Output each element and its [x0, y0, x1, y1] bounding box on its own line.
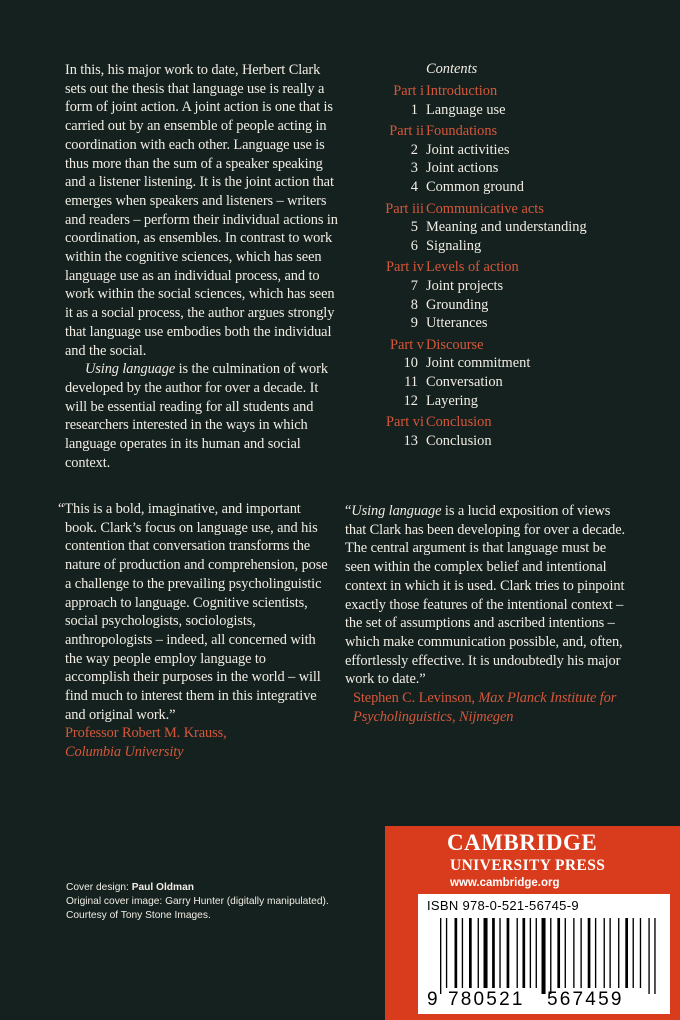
quote-affiliation: Columbia University: [65, 744, 184, 761]
cover-image-credit: Original cover image: Garry Hunter (digitally manipulated).: [66, 896, 329, 907]
barcode-bar: [522, 918, 525, 988]
barcode-bar: [462, 918, 463, 988]
barcode-bar: [484, 918, 488, 988]
book-title: Using language: [85, 361, 176, 378]
barcode-bar: [604, 918, 605, 988]
barcode-bar: [517, 918, 518, 988]
quote-attribution: [345, 689, 627, 726]
blurb-paragraph: In this, his major work to date, Herbert Clark sets out the thesis that language use is really a form of joint action. A joint action is one that is carried out by an ensemble of people acting in coordination with each other. Language use is thus more than the sum of a speaker speaking and a listener listening. It is the joint action that emerges when speakers and listeners – writers and readers – perform their individual actions in coordination, as ensembles. In contrast to work within the cognitive sciences, which has seen language use as an individual process, and to work within the social sciences, which has seen it as a social process, the author argues strongly that language use embodies both the individual and the social.: [65, 62, 338, 359]
barcode-digits-left: 780521: [448, 989, 525, 1010]
barcode-bar: [478, 918, 479, 988]
toc-part-label: Part ii: [389, 123, 424, 140]
toc-chapter-number: 2: [410, 141, 418, 158]
toc-part-label: Part iii: [385, 200, 424, 217]
toc-part-row: [370, 259, 670, 278]
quote-open-mark: “: [345, 503, 352, 519]
barcode-bar: [530, 918, 531, 988]
barcode-bar: [550, 918, 551, 994]
toc-chapter-row: [370, 315, 670, 334]
barcode-bar: [492, 918, 495, 988]
toc-chapter-number: 10: [403, 355, 418, 372]
barcode-bar: [557, 918, 560, 988]
quote-attribution: [58, 724, 328, 761]
blurb-paragraph-2: [65, 360, 343, 472]
barcode-label: [418, 894, 670, 1014]
toc-chapter-title: Layering: [426, 392, 478, 409]
toc-chapter-number: 7: [410, 278, 418, 294]
toc-chapter-number: 6: [410, 237, 418, 254]
barcode-bar: [648, 918, 649, 994]
toc-chapter-title: Signaling: [426, 237, 482, 254]
toc-chapter-number: 13: [403, 432, 418, 449]
toc-chapter-row: [370, 160, 670, 179]
barcode-bar: [618, 918, 619, 988]
barcode-bar: [609, 918, 610, 988]
quote-author: Stephen C. Levinson,: [353, 690, 479, 707]
toc-chapter-number: 4: [410, 179, 418, 195]
toc-chapter-number: 5: [410, 219, 418, 236]
blurb-paragraph-2-text: is the culmination of work developed by the author for over a decade. It will be essential reading for all students and researchers interested in the ways in which language operates in its human and social context.: [65, 361, 328, 471]
toc-chapter-title: Conclusion: [426, 432, 492, 449]
toc-chapter-row: [370, 238, 670, 257]
contents-heading: Contents: [426, 61, 478, 77]
barcode-bar: [625, 918, 628, 988]
credit-label: Cover design:: [66, 882, 132, 893]
toc-chapter-number: 8: [410, 296, 418, 313]
barcode-bar: [542, 918, 546, 994]
barcode-bar: [499, 918, 500, 988]
publisher-logo-name: CAMBRIDGE: [447, 830, 598, 855]
barcode-bar: [654, 918, 655, 994]
toc-chapter-row: [370, 219, 670, 238]
toc-part-title: Introduction: [426, 83, 498, 99]
quote-text: “This is a bold, imaginative, and important book. Clark’s focus on language use, and his contention that conversation transforms the nature of production and comprehension, pose a challenge to the prevailing psycholinguistic approach to language. Cognitive scientists, social psychologists, sociologists, anthropologists – indeed, all concerned with the way people employ language to accomplish their purposes in the world – will find much to interest them in this integrative and original work.”: [58, 501, 328, 723]
barcode-bar: [573, 918, 574, 988]
toc-chapter-title: Meaning and understanding: [426, 219, 587, 236]
barcode-bar: [588, 918, 591, 988]
toc-part-label: Part i: [393, 83, 424, 99]
cover-design-credit: [66, 881, 366, 895]
barcode-digit-prefix: 9: [427, 989, 438, 1010]
barcode-bar: [469, 918, 472, 988]
toc-part-title: Conclusion: [426, 414, 492, 431]
toc-chapter-row: [370, 374, 670, 393]
isbn-number: ISBN 978-0-521-56745-9: [427, 898, 579, 913]
cover-credits: [66, 881, 366, 923]
toc-chapter-title: Conversation: [426, 374, 503, 390]
publisher-panel: [385, 826, 680, 1020]
toc-part-row: [370, 123, 670, 142]
back-cover-blurb: [65, 61, 343, 472]
toc-chapter-title: Language use: [426, 101, 506, 118]
toc-chapter-title: Utterances: [426, 315, 488, 332]
toc-chapter-row: [370, 278, 670, 297]
barcode-bar: [595, 918, 596, 988]
barcode-bar: [580, 918, 581, 988]
toc-chapter-number: 12: [403, 392, 418, 409]
publisher-logo-press: UNIVERSITY PRESS: [450, 857, 606, 874]
barcode-bar: [536, 918, 537, 988]
toc-chapter-row: [370, 393, 670, 412]
toc-chapter-number: 3: [410, 160, 418, 177]
toc-part-row: [370, 337, 670, 356]
toc-part-title: Discourse: [426, 336, 484, 353]
quote-affiliation: Max Planck Institute for Psycholinguistics, Nijmegen: [353, 690, 617, 725]
designer-name: Paul Oldman: [131, 882, 194, 893]
review-quote-krauss: [58, 500, 328, 762]
barcode-bar: [455, 918, 458, 988]
toc-chapter-row: [370, 355, 670, 374]
toc-part-title: Communicative acts: [426, 200, 544, 217]
barcode-bar: [640, 918, 641, 988]
toc-part-title: Levels of action: [426, 259, 519, 276]
publisher-url: www.cambridge.org: [450, 877, 560, 889]
toc-part-row: [370, 414, 670, 433]
toc-chapter-row: [370, 297, 670, 316]
barcode-bar: [507, 918, 510, 988]
toc-chapter-title: Joint actions: [426, 160, 499, 177]
barcode-bar: [565, 918, 566, 988]
toc-part-row: [370, 83, 670, 102]
toc-chapter-title: Common ground: [426, 179, 524, 195]
toc-chapter-number: 1: [410, 101, 418, 118]
barcode-bar: [440, 918, 441, 994]
toc-part-label: Part vi: [386, 414, 424, 431]
courtesy-credit: Courtesy of Tony Stone Images.: [66, 910, 211, 921]
quote-book-title: Using language: [351, 503, 442, 519]
toc-part-row: [370, 201, 670, 220]
toc-chapter-title: Joint projects: [426, 278, 504, 294]
toc-chapter-number: 9: [410, 315, 418, 332]
barcode-digits-right: 567459: [547, 989, 624, 1010]
barcode-bar: [633, 918, 634, 988]
barcode-bar: [446, 918, 447, 988]
toc-chapter-row: [370, 433, 670, 452]
toc-chapter-row: [370, 179, 670, 198]
toc-chapter-row: [370, 102, 670, 121]
toc-chapter-number: 11: [404, 374, 418, 390]
quote-author: Professor Robert M. Krauss,: [65, 725, 227, 742]
toc-part-label: Part v: [390, 336, 424, 353]
review-quote-levinson: [345, 502, 627, 726]
toc-chapter-row: [370, 142, 670, 161]
toc-part-title: Foundations: [426, 123, 498, 140]
toc-chapter-title: Joint activities: [426, 141, 510, 158]
toc-chapter-title: Joint commitment: [426, 355, 531, 372]
quote-body: is a lucid exposition of views that Clark has been developing for over a decade. The central argument is that language must be seen within the complex belief and intentional context in which it is used. Clark tries to pinpoint exactly those features of the intentional context – the set of assumptions and ascribed intentions – which make communication possible, and, often, effortlessly effective. It is undoubtedly his major work to date.”: [345, 503, 625, 688]
toc-part-label: Part iv: [386, 259, 424, 276]
quote-text: [345, 502, 627, 689]
barcode-digits: [418, 989, 670, 1011]
toc-chapter-title: Grounding: [426, 296, 489, 313]
